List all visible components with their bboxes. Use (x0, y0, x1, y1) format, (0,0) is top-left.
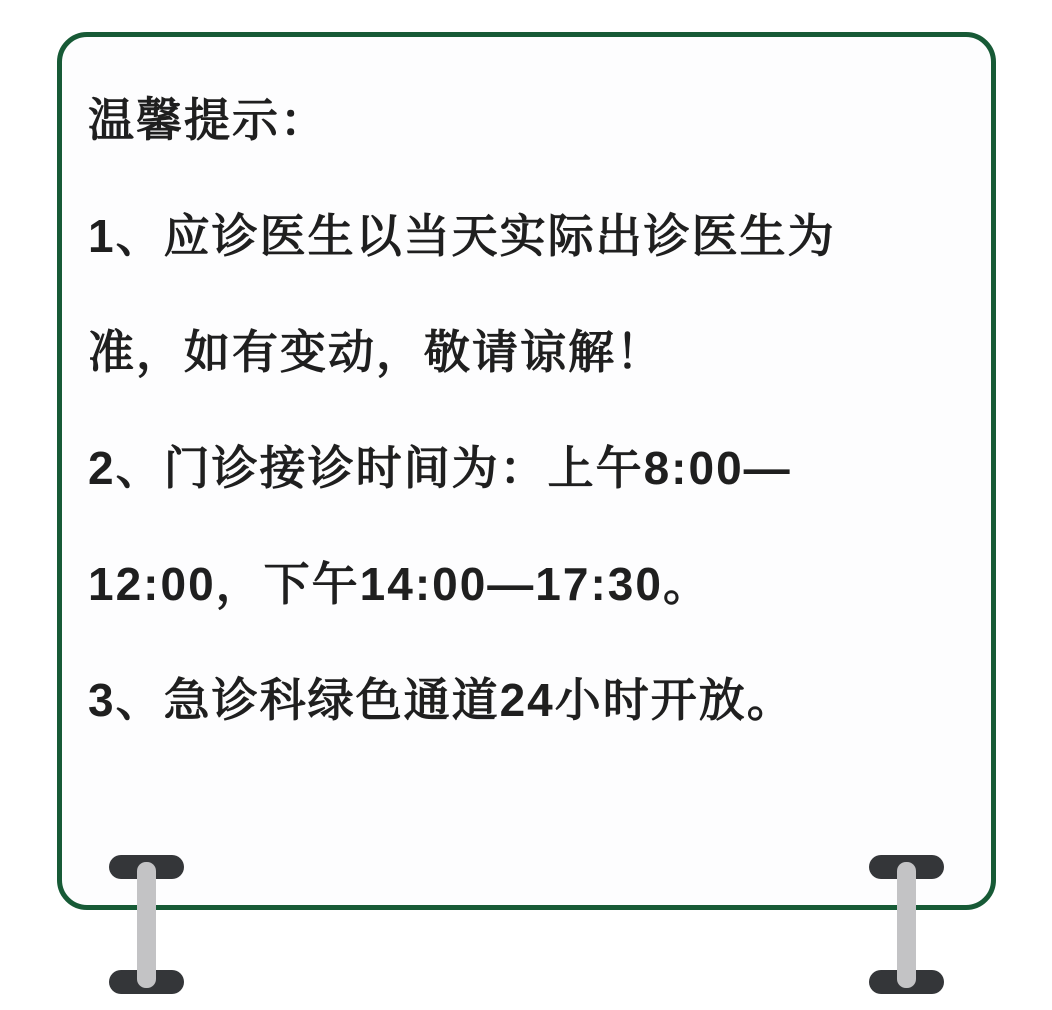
leg-post-icon (137, 862, 156, 988)
sign-board (57, 32, 996, 910)
stand-leg-left (109, 855, 184, 994)
stand-leg-right (869, 855, 944, 994)
notice-line-5: 3、急诊科绿色通道24小时开放。 (88, 674, 795, 726)
notice-line-4: 12:00，下午14:00—17:30。 (88, 558, 711, 610)
notice-line-3: 2、门诊接诊时间为：上午8:00— (88, 442, 792, 494)
notice-line-1: 1、应诊医生以当天实际出诊医生为 (88, 210, 836, 262)
notice-title: 温馨提示： (88, 94, 328, 146)
notice-text-block (88, 62, 971, 758)
notice-line-2: 准，如有变动，敬请谅解！ (88, 326, 664, 378)
leg-post-icon (897, 862, 916, 988)
